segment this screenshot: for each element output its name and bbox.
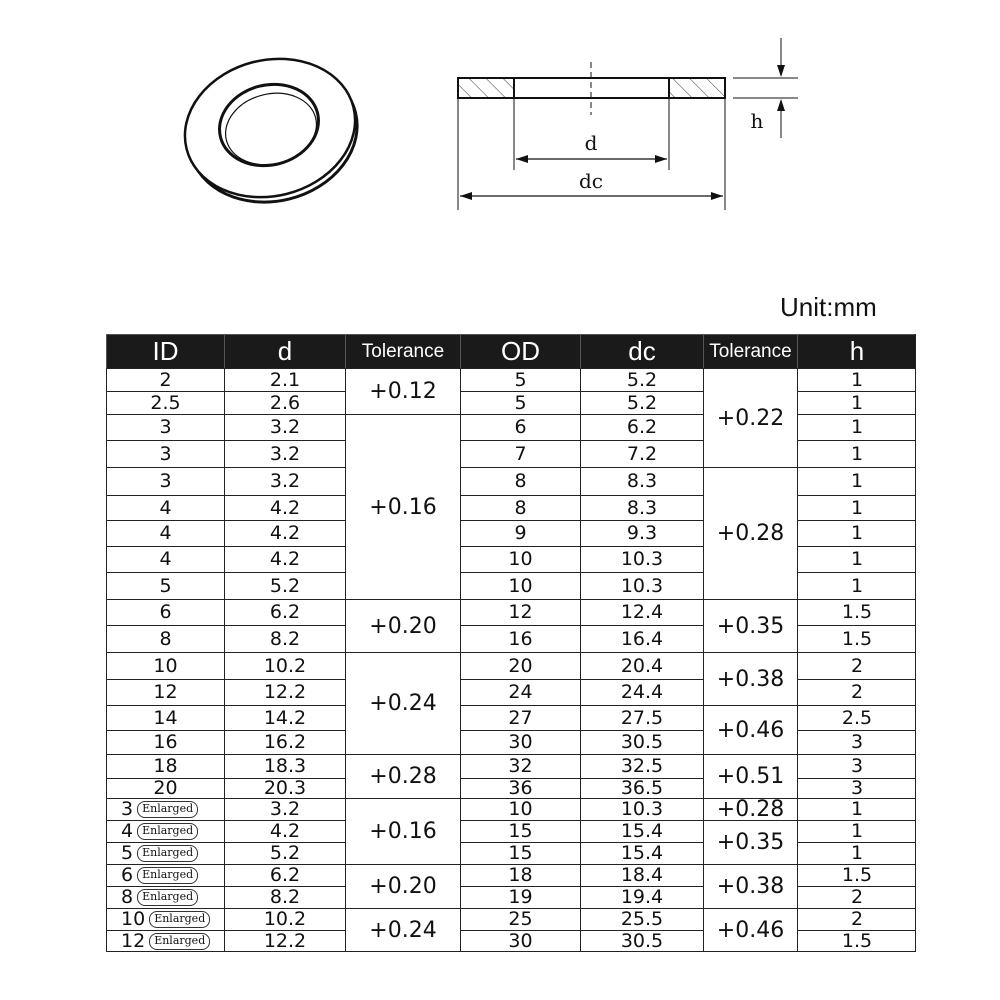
id-cell: 18 [106,754,224,778]
h-cell: 1 [797,440,916,467]
d-cell: 18.3 [224,754,345,778]
dc-cell: 30.5 [580,930,703,952]
h-cell: 1.5 [797,864,916,886]
d-cell: 2.6 [224,391,345,414]
od-cell: 15 [460,820,580,842]
id-cell [106,798,224,820]
dc-cell: 9.3 [580,520,703,546]
h-cell: 1 [797,798,916,820]
id-cell: 3 [106,414,224,440]
id-value: 4 [121,820,134,842]
enlarged-tag: Enlarged [149,911,210,927]
tolerance-dc-cell: +0.51 [703,754,797,798]
od-cell: 8 [460,467,580,495]
header-id: ID [106,334,224,368]
header-h: h [797,334,916,368]
tolerance-dc-cell: +0.35 [703,820,797,864]
d-cell: 10.2 [224,652,345,679]
tolerance-d-cell: +0.16 [345,414,460,599]
id-cell [106,864,224,886]
h-cell: 2.5 [797,705,916,730]
h-cell: 1 [797,467,916,495]
id-cell: 3 [106,467,224,495]
d-cell: 5.2 [224,842,345,864]
id-cell: 2.5 [106,391,224,414]
tolerance-d-cell: +0.20 [345,599,460,652]
dc-cell: 25.5 [580,908,703,930]
d-cell: 4.2 [224,820,345,842]
d-cell: 14.2 [224,705,345,730]
dc-cell: 8.3 [580,495,703,520]
d-cell: 3.2 [224,440,345,467]
dc-cell: 12.4 [580,599,703,625]
h-cell: 1.5 [797,625,916,652]
od-cell: 10 [460,572,580,599]
dc-cell: 5.2 [580,391,703,414]
dc-cell: 5.2 [580,368,703,391]
tolerance-dc-cell: +0.38 [703,652,797,705]
h-cell: 3 [797,754,916,778]
tolerance-dc-cell: +0.46 [703,908,797,952]
d-cell: 8.2 [224,886,345,908]
dc-cell: 7.2 [580,440,703,467]
od-cell: 7 [460,440,580,467]
id-value: 3 [121,798,134,820]
od-cell: 19 [460,886,580,908]
enlarged-tag: Enlarged [137,845,198,861]
d-cell: 4.2 [224,520,345,546]
dc-cell: 36.5 [580,778,703,798]
header-tolerance-d: Tolerance [345,334,460,368]
id-cell: 4 [106,546,224,572]
h-cell: 1 [797,520,916,546]
h-cell: 1 [797,391,916,414]
header-tolerance-dc: Tolerance [703,334,797,368]
od-cell: 12 [460,599,580,625]
h-cell: 2 [797,908,916,930]
od-cell: 6 [460,414,580,440]
dc-cell: 16.4 [580,625,703,652]
id-cell: 4 [106,520,224,546]
outer-diameter-label: dc [578,169,604,193]
dc-cell: 15.4 [580,820,703,842]
tolerance-dc-cell: +0.28 [703,467,797,599]
h-cell: 1 [797,820,916,842]
id-cell [106,908,224,930]
dc-cell: 10.3 [580,546,703,572]
id-cell: 8 [106,625,224,652]
dc-cell: 24.4 [580,679,703,705]
tolerance-d-cell: +0.16 [345,798,460,864]
id-cell: 3 [106,440,224,467]
enlarged-tag: Enlarged [149,933,210,949]
tolerance-dc-cell: +0.28 [703,798,797,820]
dc-cell: 15.4 [580,842,703,864]
d-cell: 5.2 [224,572,345,599]
od-cell: 5 [460,368,580,391]
od-cell: 25 [460,908,580,930]
h-cell: 1 [797,495,916,520]
id-cell [106,820,224,842]
od-cell: 18 [460,864,580,886]
unit-label: Unit:mm [780,292,877,322]
enlarged-tag: Enlarged [137,801,198,817]
id-value: 8 [121,886,134,908]
d-cell: 8.2 [224,625,345,652]
tolerance-dc-cell: +0.38 [703,864,797,908]
id-cell: 6 [106,599,224,625]
tolerance-d-cell: +0.20 [345,864,460,908]
d-cell: 3.2 [224,467,345,495]
enlarged-tag: Enlarged [137,823,198,839]
od-cell: 5 [460,391,580,414]
id-value: 10 [121,908,146,930]
od-cell: 10 [460,546,580,572]
d-cell: 6.2 [224,599,345,625]
tolerance-dc-cell: +0.22 [703,368,797,467]
dc-cell: 20.4 [580,652,703,679]
d-cell: 10.2 [224,908,345,930]
od-cell: 16 [460,625,580,652]
id-cell: 5 [106,572,224,599]
id-cell: 20 [106,778,224,798]
dc-cell: 27.5 [580,705,703,730]
h-cell: 3 [797,778,916,798]
dc-cell: 30.5 [580,730,703,754]
od-cell: 30 [460,930,580,952]
od-cell: 27 [460,705,580,730]
header-od: OD [460,334,580,368]
id-cell: 14 [106,705,224,730]
tolerance-dc-cell: +0.46 [703,705,797,754]
h-cell: 1.5 [797,930,916,952]
id-cell [106,842,224,864]
h-cell: 1 [797,414,916,440]
id-value: 5 [121,842,134,864]
d-cell: 6.2 [224,864,345,886]
dc-cell: 19.4 [580,886,703,908]
tolerance-d-cell: +0.12 [345,368,460,414]
id-cell: 2 [106,368,224,391]
h-cell: 1 [797,572,916,599]
od-cell: 8 [460,495,580,520]
dc-cell: 6.2 [580,414,703,440]
dc-cell: 10.3 [580,798,703,820]
dc-cell: 8.3 [580,467,703,495]
header-dc: dc [580,334,703,368]
od-cell: 24 [460,679,580,705]
h-cell: 1 [797,368,916,391]
id-cell [106,886,224,908]
id-cell: 12 [106,679,224,705]
od-cell: 10 [460,798,580,820]
od-cell: 36 [460,778,580,798]
h-cell: 1 [797,842,916,864]
d-cell: 2.1 [224,368,345,391]
tolerance-dc-cell: +0.35 [703,599,797,652]
id-value: 12 [121,930,146,952]
d-cell: 16.2 [224,730,345,754]
header-d: d [224,334,345,368]
tolerance-d-cell: +0.24 [345,908,460,952]
enlarged-tag: Enlarged [137,889,198,905]
tolerance-d-cell: +0.24 [345,652,460,754]
d-cell: 12.2 [224,679,345,705]
h-cell: 3 [797,730,916,754]
od-cell: 20 [460,652,580,679]
d-cell: 4.2 [224,495,345,520]
dc-cell: 10.3 [580,572,703,599]
od-cell: 9 [460,520,580,546]
d-cell: 20.3 [224,778,345,798]
od-cell: 32 [460,754,580,778]
id-value: 6 [121,864,134,886]
id-cell: 10 [106,652,224,679]
id-cell: 16 [106,730,224,754]
d-cell: 3.2 [224,798,345,820]
od-cell: 15 [460,842,580,864]
inner-diameter-label: d [584,131,598,155]
h-cell: 1.5 [797,599,916,625]
h-cell: 2 [797,886,916,908]
od-cell: 30 [460,730,580,754]
d-cell: 3.2 [224,414,345,440]
h-cell: 2 [797,652,916,679]
d-cell: 12.2 [224,930,345,952]
dc-cell: 18.4 [580,864,703,886]
h-cell: 1 [797,546,916,572]
enlarged-tag: Enlarged [137,867,198,883]
id-cell: 4 [106,495,224,520]
id-cell [106,930,224,952]
dc-cell: 32.5 [580,754,703,778]
d-cell: 4.2 [224,546,345,572]
h-cell: 2 [797,679,916,705]
tolerance-d-cell: +0.28 [345,754,460,798]
thickness-label: h [750,109,764,133]
